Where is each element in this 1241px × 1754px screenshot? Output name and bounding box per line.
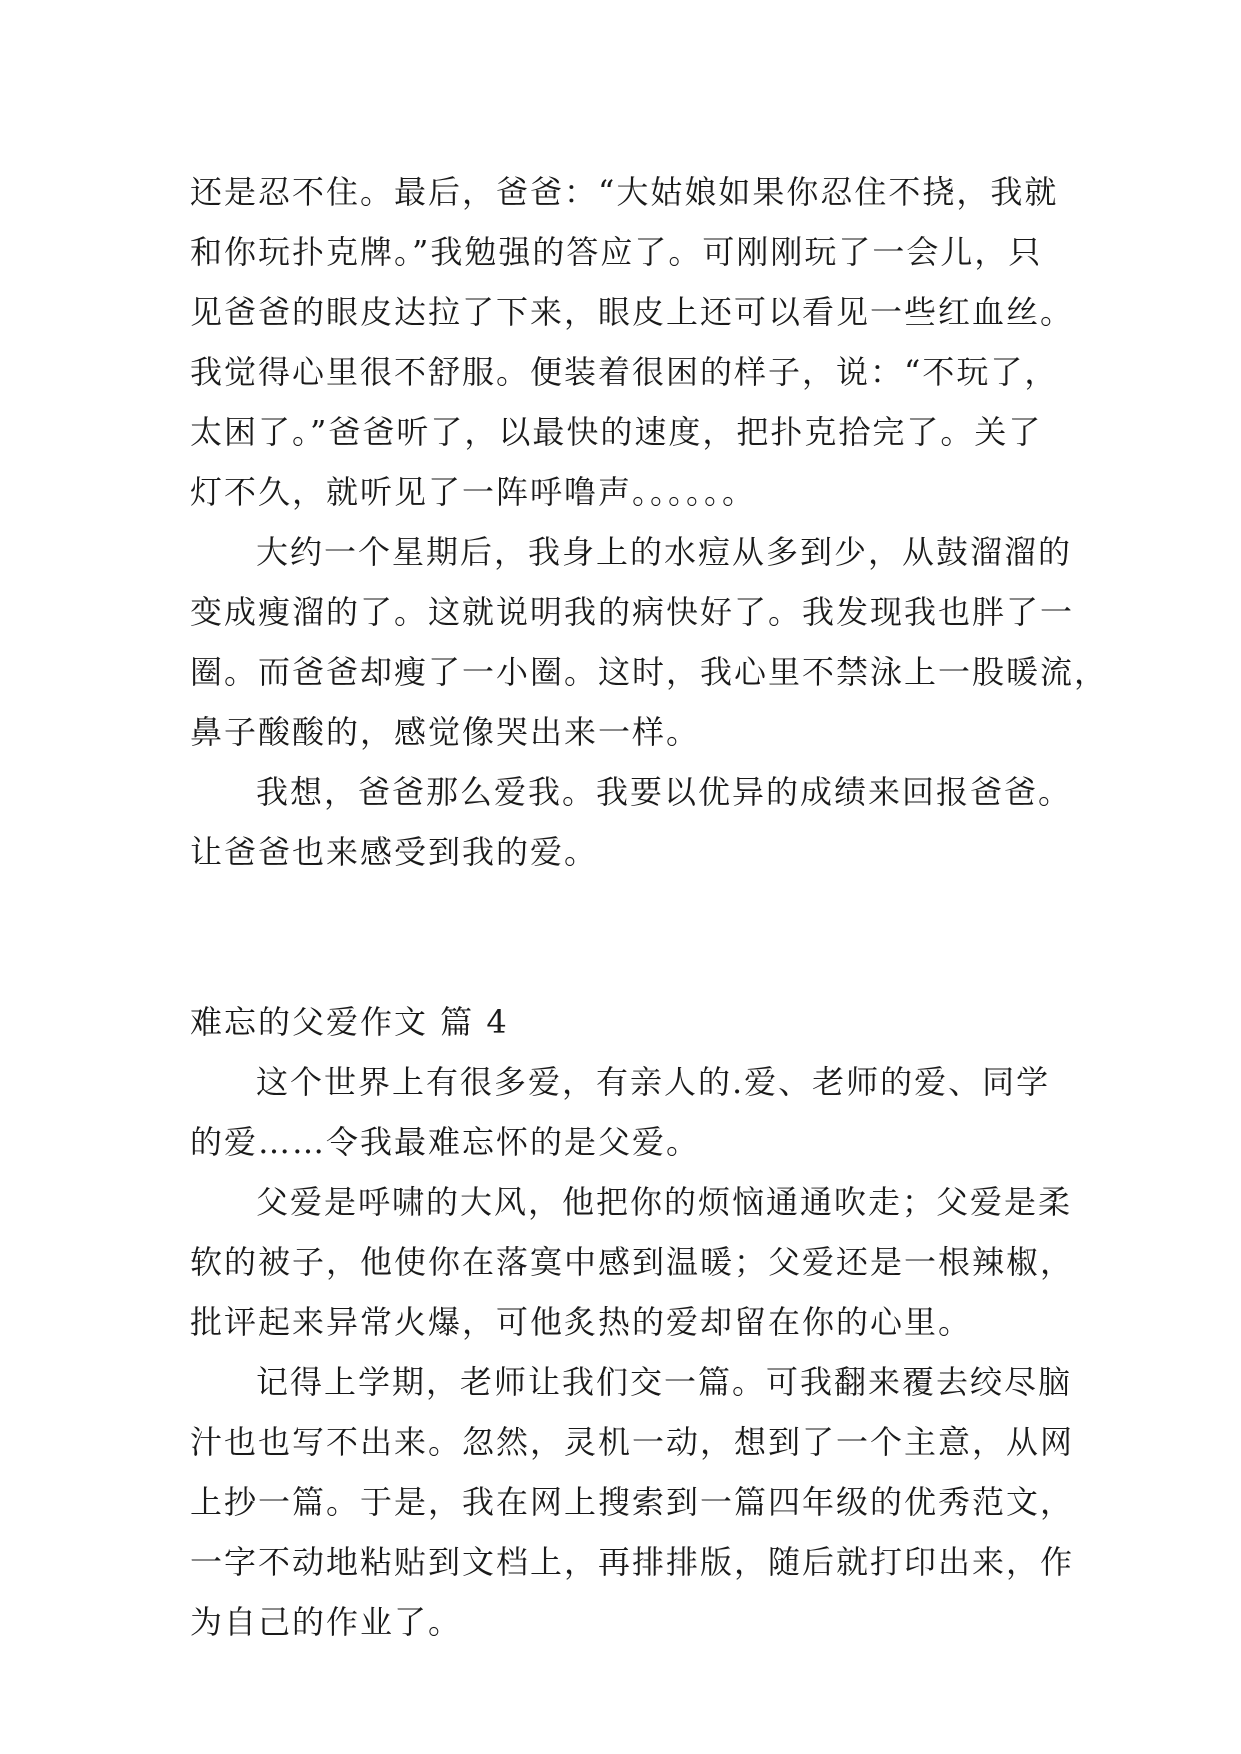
text-line: 圈。而爸爸却瘦了一小圈。这时，我心里不禁泳上一股暖流，: [190, 653, 1109, 691]
text-line: 灯不久，就听见了一阵呼噜声。。。。。。: [190, 473, 757, 511]
text-line: 批评起来异常火爆，可他炙热的爱却留在你的心里。: [190, 1303, 973, 1341]
text-line: 让爸爸也来感受到我的爱。: [190, 833, 599, 871]
paragraph-first-line: 这个世界上有很多爱，有亲人的.爱、老师的爱、同学: [256, 1063, 1051, 1101]
paragraph-first-line: 大约一个星期后，我身上的水痘从多到少，从鼓溜溜的: [256, 533, 1073, 571]
text-line: 为自己的作业了。: [190, 1603, 463, 1641]
section-title: 难忘的父爱作文 篇 4: [190, 1003, 509, 1041]
paragraph-first-line: 父爱是呼啸的大风，他把你的烦恼通通吹走；父爱是柔: [256, 1183, 1073, 1221]
document-body: [190, 162, 1109, 1652]
text-line: 软的被子，他使你在落寞中感到温暖；父爱还是一根辣椒，: [190, 1243, 1075, 1281]
text-line: 变成瘦溜的了。这就说明我的病快好了。我发现我也胖了一: [190, 593, 1075, 631]
text-line: 上抄一篇。于是，我在网上搜索到一篇四年级的优秀范文，: [190, 1483, 1075, 1521]
text-line: 和你玩扑克牌。”我勉强的答应了。可刚刚玩了一会儿，只: [190, 233, 1043, 271]
text-line: 见爸爸的眼皮达拉了下来，眼皮上还可以看见一些红血丝。: [190, 293, 1075, 331]
text-line: 汁也也写不出来。忽然，灵机一动，想到了一个主意，从网: [190, 1423, 1075, 1461]
text-line: 还是忍不住。最后，爸爸：“大姑娘如果你忍住不挠，我就: [190, 173, 1059, 211]
text-line: 我觉得心里很不舒服。便装着很困的样子，说：“不玩了，: [190, 353, 1059, 391]
paragraph-first-line: 我想，爸爸那么爱我。我要以优异的成绩来回报爸爸。: [256, 773, 1073, 811]
text-line: 一字不动地粘贴到文档上，再排排版，随后就打印出来，作: [190, 1543, 1075, 1581]
paragraph-first-line: 记得上学期，老师让我们交一篇。可我翻来覆去绞尽脑: [256, 1363, 1073, 1401]
section-spacer: [190, 882, 1070, 992]
text-line: 鼻子酸酸的，感觉像哭出来一样。: [190, 713, 701, 751]
text-line: 的爱……令我最难忘怀的是父爱。: [190, 1123, 701, 1161]
text-line: 太困了。”爸爸听了，以最快的速度，把扑克拾完了。关了: [190, 413, 1043, 451]
